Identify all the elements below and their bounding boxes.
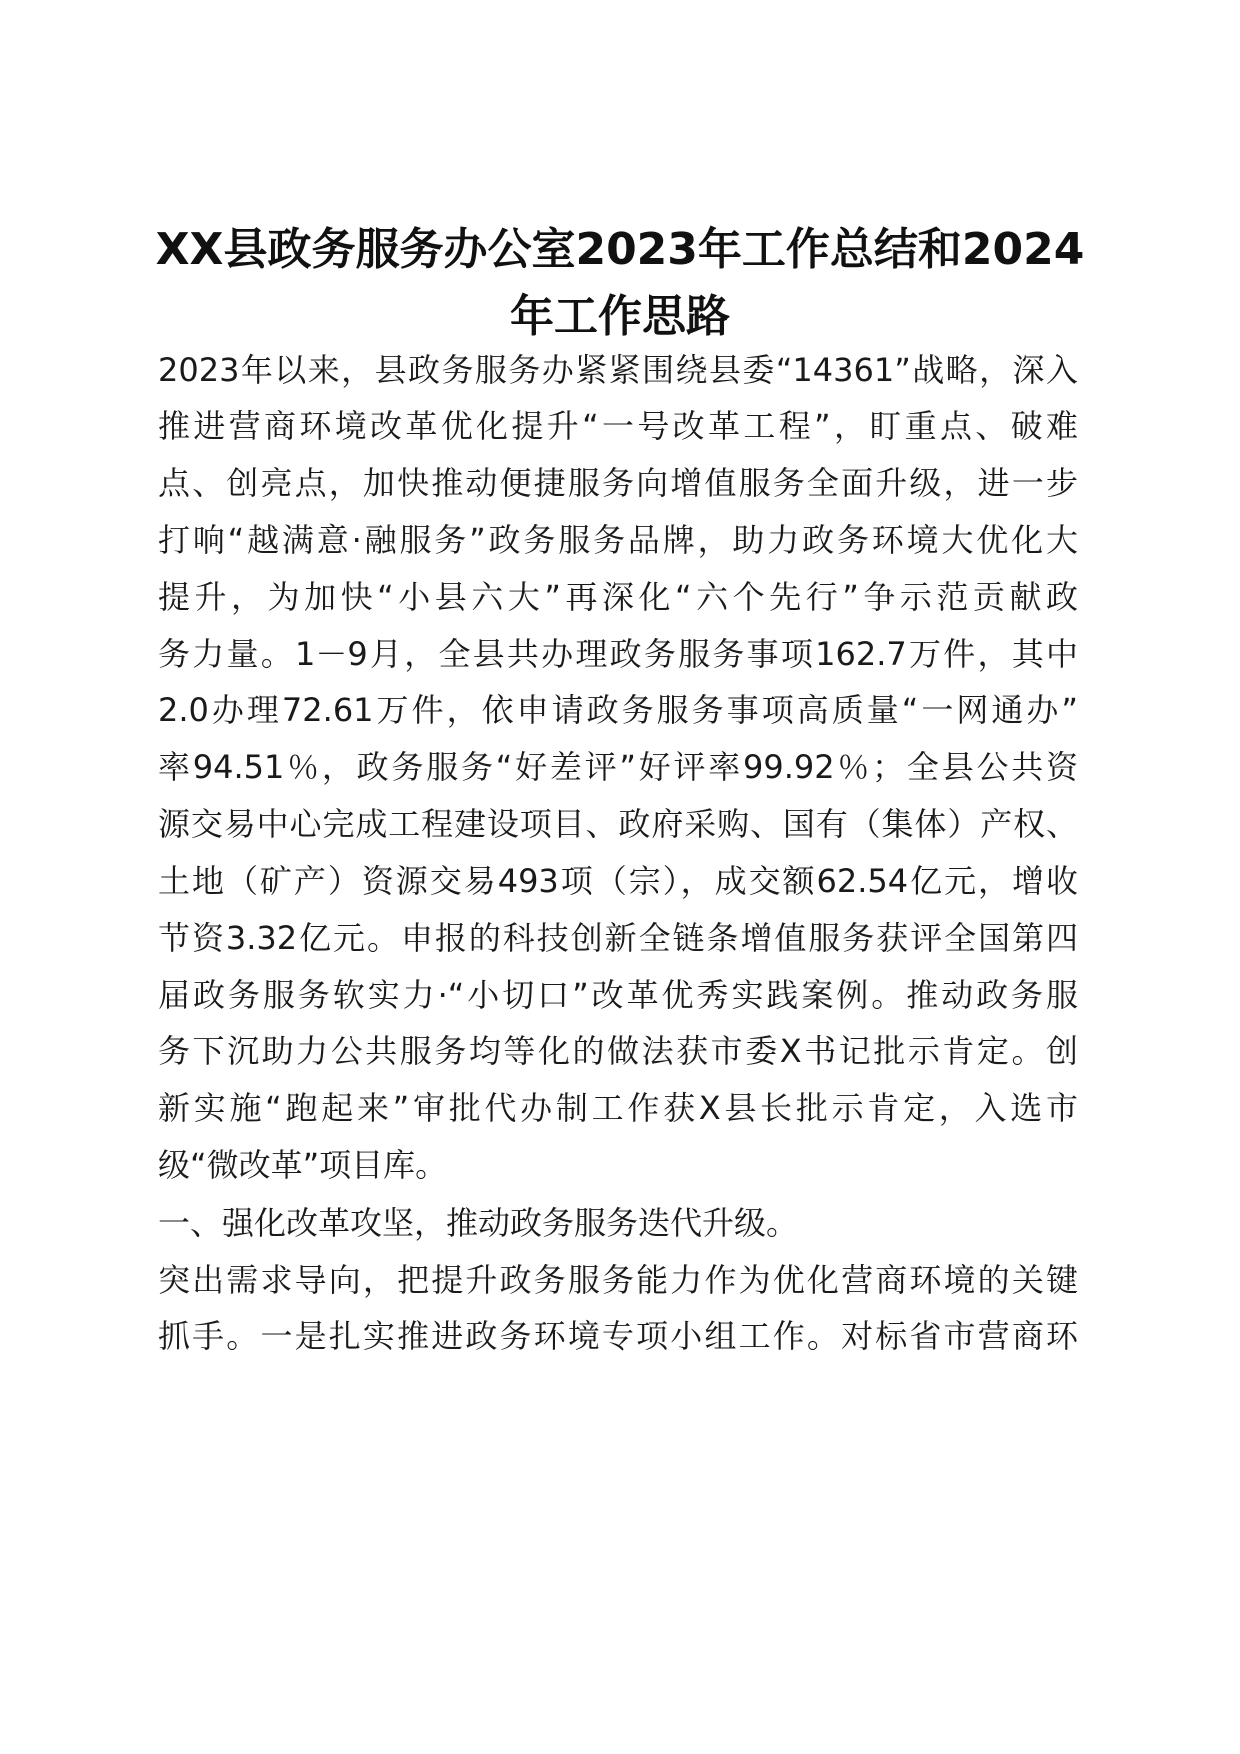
section-heading-1: 一、强化改革攻坚，推动政务服务迭代升级。	[158, 1204, 799, 1242]
text-line: 新实施“跑起来”审批代办制工作获X县长批示肯定，入选市	[158, 1089, 1078, 1127]
text-line: 突出需求导向，把提升政务服务能力作为优化营商环境的关键	[158, 1261, 1078, 1299]
text-line: 提升，为加快“小县六大”再深化“六个先行”争示范贡献政	[158, 578, 1078, 616]
text-line: 2.0办理72.61万件，依申请政务服务事项高质量“一网通办”	[158, 691, 1078, 729]
document-title-line-2: 年工作思路	[510, 291, 730, 342]
text-line: 打响“越满意·融服务”政务服务品牌，助力政务环境大优化大	[158, 521, 1078, 559]
text-line: 节资3.32亿元。申报的科技创新全链条增值服务获评全国第四	[158, 919, 1078, 957]
text-line: 届政务服务软实力·“小切口”改革优秀实践案例。推动政务服	[158, 976, 1078, 1014]
text-line: 2023年以来，县政务服务办紧紧围绕县委“14361”战略，深入	[158, 351, 1078, 389]
text-line: 务下沉助力公共服务均等化的做法获市委X书记批示肯定。创	[158, 1032, 1078, 1070]
text-line: 源交易中心完成工程建设项目、政府采购、国有（集体）产权、	[158, 805, 1078, 843]
text-line: 抓手。一是扎实推进政务环境专项小组工作。对标省市营商环	[158, 1317, 1078, 1355]
text-line: 推进营商环境改革优化提升“一号改革工程”，盯重点、破难	[158, 407, 1078, 445]
document-title-line-1: XX县政务服务办公室2023年工作总结和2024	[155, 224, 1085, 275]
text-line: 级“微改革”项目库。	[158, 1146, 448, 1184]
text-line: 率94.51％，政务服务“好差评”好评率99.92％；全县公共资	[158, 748, 1078, 786]
text-line: 务力量。1－9月，全县共办理政务服务事项162.7万件，其中	[158, 635, 1078, 673]
text-line: 点、创亮点，加快推动便捷服务向增值服务全面升级，进一步	[158, 464, 1078, 502]
text-line: 土地（矿产）资源交易493项（宗），成交额62.54亿元，增收	[158, 862, 1078, 900]
